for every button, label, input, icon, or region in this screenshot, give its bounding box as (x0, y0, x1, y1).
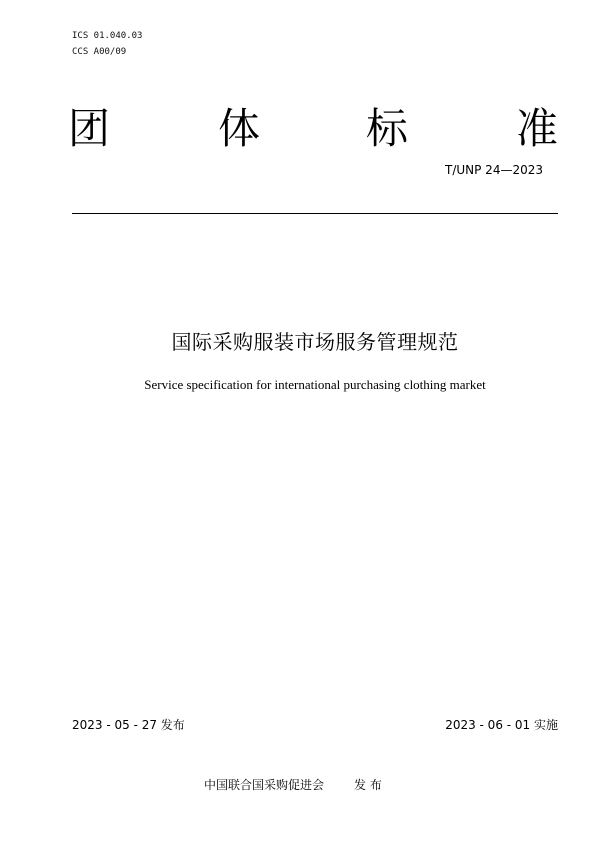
issue-label: 发 布 (354, 778, 382, 792)
heading-char-1: 团 (68, 104, 111, 153)
publish-date: 2023 - 05 - 27 发布 (72, 718, 185, 732)
header-divider (72, 213, 558, 214)
publisher-line (204, 776, 382, 793)
publisher-name: 中国联合国采购促进会 (204, 778, 325, 792)
heading-char-2: 体 (218, 104, 261, 153)
classification-codes (72, 28, 142, 60)
standard-number: T/UNP 24—2023 (445, 163, 543, 177)
heading-char-3: 标 (366, 104, 409, 153)
heading-char-4: 准 (516, 104, 559, 153)
ics-code: ICS 01.040.03 (72, 31, 143, 41)
implementation-date: 2023 - 06 - 01 实施 (445, 718, 558, 732)
document-title-english: Service specification for international purchasing clothing market (144, 377, 486, 392)
document-title-chinese: 国际采购服装市场服务管理规范 (171, 330, 459, 354)
ccs-code: CCS A00/09 (72, 47, 127, 57)
standard-type-heading (68, 104, 560, 160)
